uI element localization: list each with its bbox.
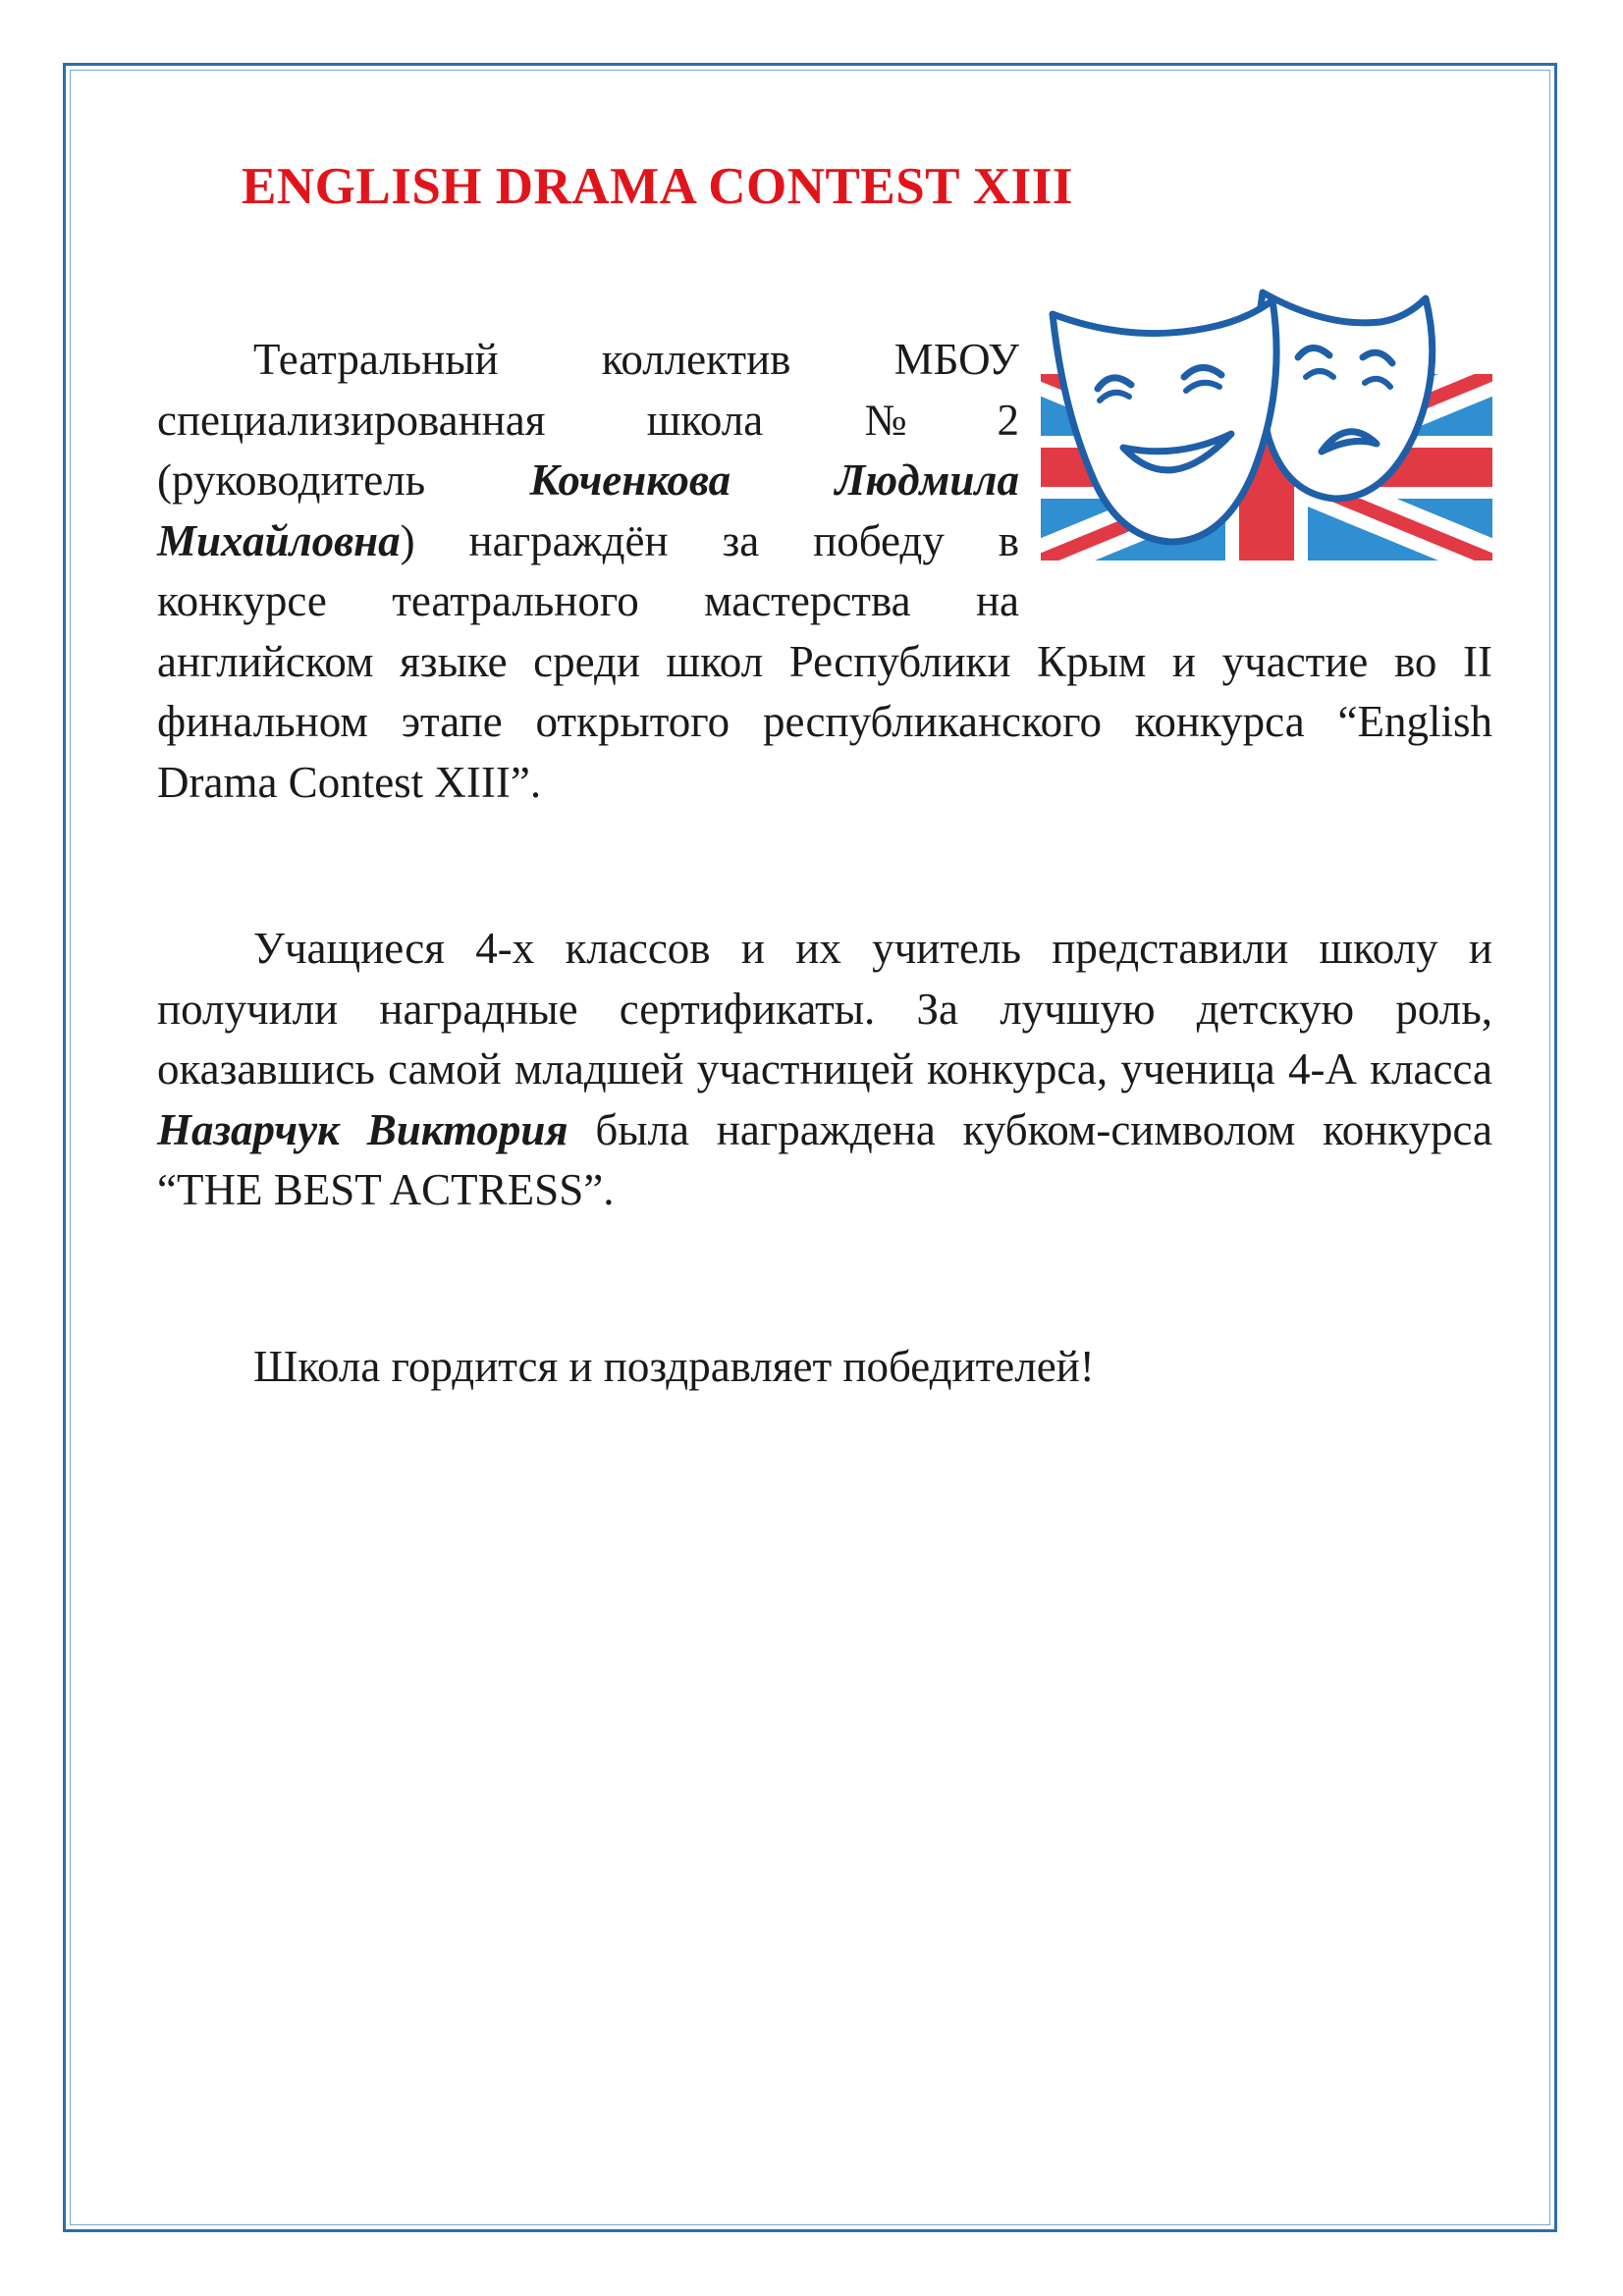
document-body — [157, 330, 1492, 1397]
paragraph-students-text-a: Учащиеся 4-х классов и их учитель представили школу и получили наградные сертификаты. За лучшую детскую роль, оказавшись самой младшей участницей конкурса, ученица 4-А класса — [157, 924, 1492, 1094]
theatre-masks-uk-flag-icon — [1041, 241, 1502, 595]
paragraph-students — [157, 919, 1492, 1221]
document-title: ENGLISH DRAMA CONTEST XIII — [242, 158, 1073, 215]
director-name: Коченкова Людмила Михайловна — [157, 455, 1019, 565]
paragraph-students-text-b: была награждена кубком-символом конкурса “THE BEST ACTRESS”. — [157, 1104, 1492, 1214]
paragraph-congratulations: Школа гордится и поздравляет победителей! — [253, 1341, 1095, 1391]
student-name: Назарчук Виктория — [157, 1104, 568, 1154]
paragraph-award-text-b: ) награждён за победу в конкурсе театрального мастерства на английском языке среди школ Республики Крым и участие во II финальном этапе открытого республиканского конкурса “English Drama Contest XIII”. — [157, 515, 1492, 807]
paragraph-award-text-a: Театральный коллектив МБОУ специализированная школа №2 (руководитель — [157, 335, 1019, 505]
